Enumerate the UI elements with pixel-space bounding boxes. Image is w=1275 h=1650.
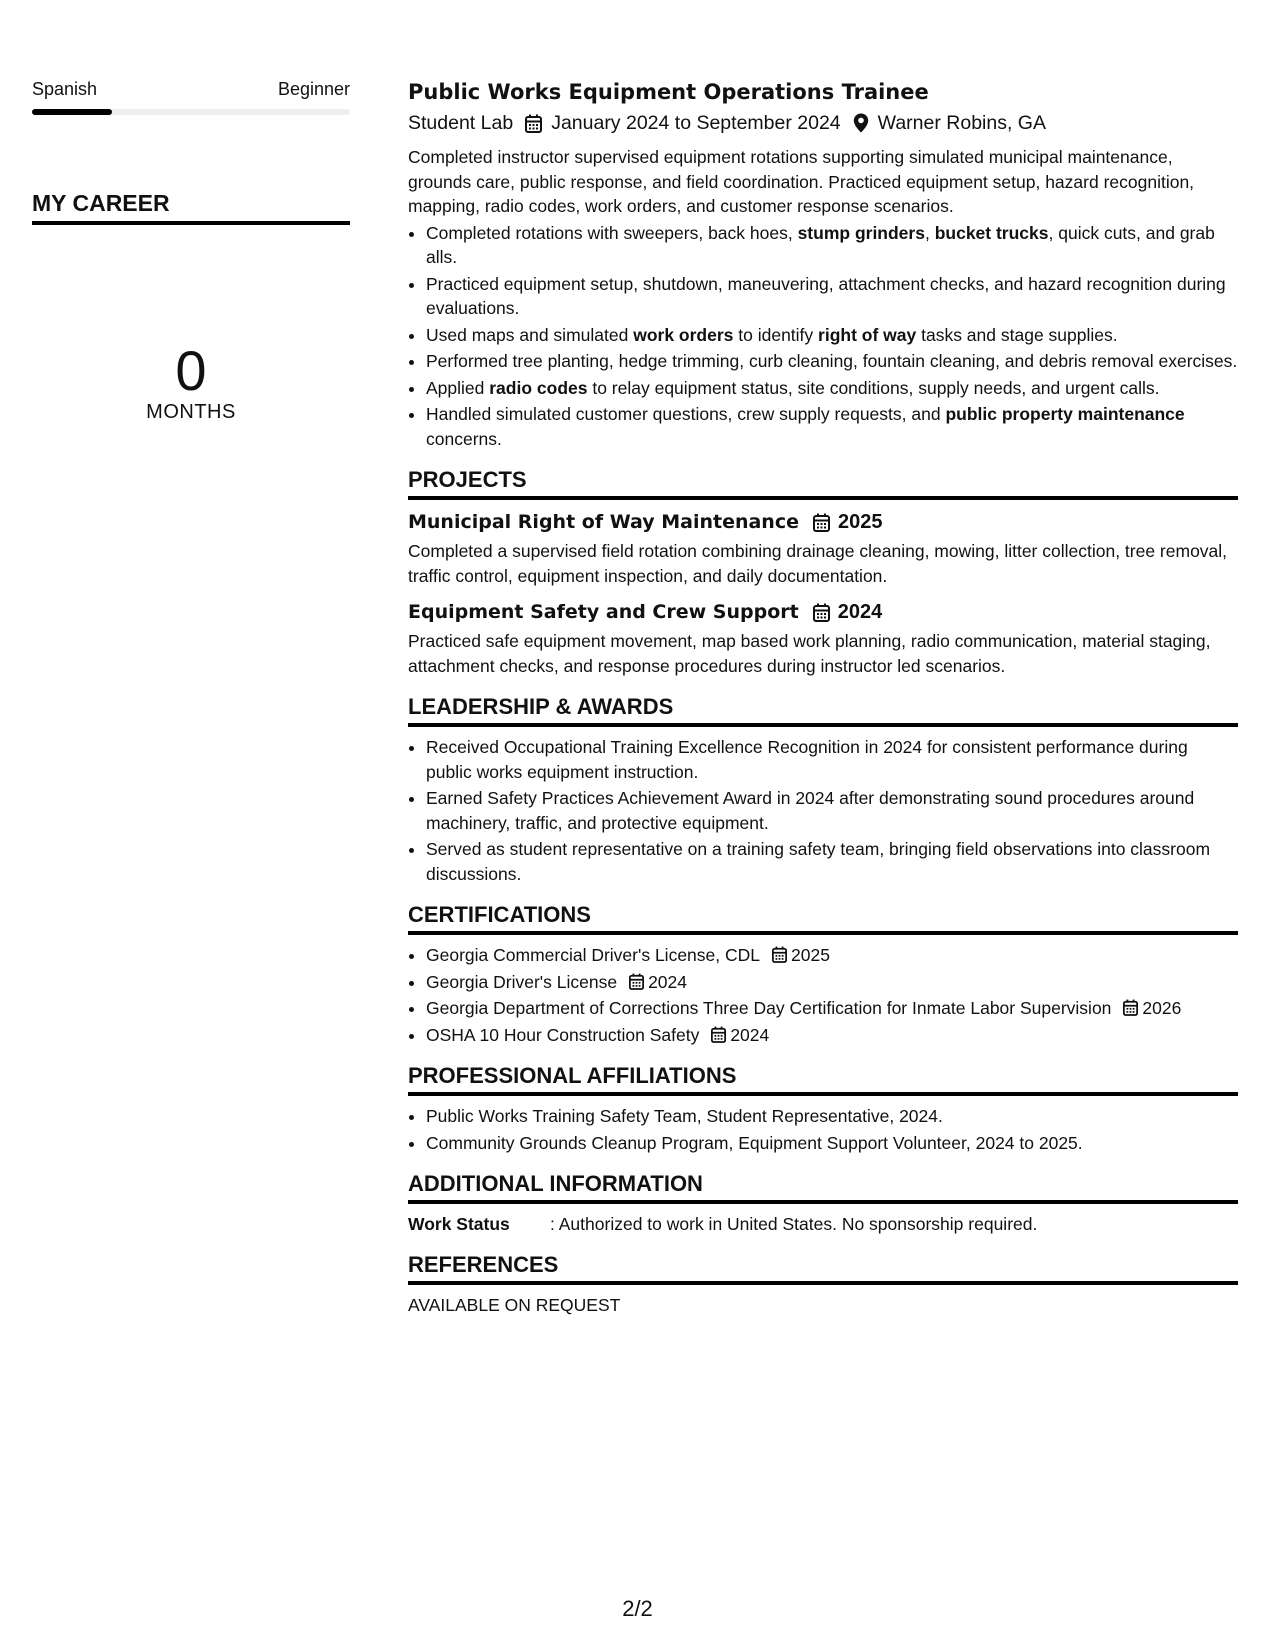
calendar-icon xyxy=(525,114,542,133)
language-name: Spanish xyxy=(32,79,98,99)
calendar-icon xyxy=(711,1026,726,1043)
certification-name: Georgia Commercial Driver's License, CDL xyxy=(426,945,760,965)
calendar-icon xyxy=(629,973,644,990)
certifications-list xyxy=(408,943,1238,1047)
experience-entry xyxy=(408,78,1238,451)
project-item xyxy=(408,508,1238,588)
project-year: 2024 xyxy=(837,601,883,623)
list-item xyxy=(426,970,1238,995)
left-column xyxy=(32,78,350,424)
right-column xyxy=(408,78,1238,1316)
calendar-icon xyxy=(1123,999,1138,1016)
career-months-value: 0 xyxy=(175,339,207,402)
work-status-row xyxy=(408,1212,1238,1236)
list-item: • Used maps and simulated work orders to identify right of way tasks and stage supplies. xyxy=(426,323,1238,348)
list-item: • Served as student representative on a training safety team, bringing field observations into classroom discussions. xyxy=(426,837,1238,886)
list-item: • Earned Safety Practices Achievement Award in 2024 after demonstrating sound procedures around machinery, traffic, and protective equipment. xyxy=(426,786,1238,835)
page-number: 2/2 xyxy=(622,1596,653,1621)
list-item: • Performed tree planting, hedge trimming, curb cleaning, fountain cleaning, and debris removal exercises. xyxy=(426,349,1238,374)
career-months-unit: MONTHS xyxy=(146,401,236,423)
work-status-label: Work Status xyxy=(408,1214,510,1234)
certification-name: Georgia Driver's License xyxy=(426,971,618,992)
job-title: Public Works Equipment Operations Trainee xyxy=(408,80,929,104)
list-item: • Received Occupational Training Excellence Recognition in 2024 for consistent performance during public works equipment instruction. xyxy=(426,735,1238,784)
certification-year: 2025 xyxy=(791,945,830,965)
certification-year: 2024 xyxy=(648,971,687,992)
company-name: Student Lab xyxy=(408,112,514,134)
job-location: Warner Robins, GA xyxy=(877,112,1046,134)
references-text: AVAILABLE ON REQUEST xyxy=(408,1295,621,1315)
calendar-icon xyxy=(813,513,830,532)
certification-year: 2024 xyxy=(730,1024,770,1045)
references-heading: REFERENCES xyxy=(408,1252,1238,1285)
list-item xyxy=(426,1023,1238,1048)
calendar-icon xyxy=(772,946,787,963)
list-item: • Completed rotations with sweepers, back hoes, stump grinders, bucket trucks, quick cuts, and grab alls. xyxy=(426,221,1238,270)
certification-year: 2026 xyxy=(1142,998,1182,1018)
awards-heading: LEADERSHIP & AWARDS xyxy=(408,694,1238,727)
map-pin-icon xyxy=(853,113,869,133)
project-item xyxy=(408,598,1238,678)
language-level: Beginner xyxy=(277,79,350,99)
job-dates: January 2024 to September 2024 xyxy=(551,112,841,134)
job-meta xyxy=(408,108,1238,138)
project-title: Municipal Right of Way Maintenance xyxy=(408,511,799,533)
list-item: • Public Works Training Safety Team, Student Representative, 2024. xyxy=(426,1104,1238,1129)
list-item xyxy=(426,996,1238,1021)
calendar-icon xyxy=(813,603,830,622)
awards-list xyxy=(408,735,1238,886)
language-proficiency-bar xyxy=(32,109,350,115)
certification-name: Georgia Department of Corrections Three Day Certification for Inmate Labor Supervision xyxy=(426,998,1112,1018)
projects-heading: PROJECTS xyxy=(408,467,1238,500)
project-description: Practiced safe equipment movement, map based work planning, radio communication, material staging, attachment checks, and response procedures during instructor led scenarios. xyxy=(408,631,1211,676)
affiliations-heading: PROFESSIONAL AFFILIATIONS xyxy=(408,1063,1238,1096)
list-item: • Community Grounds Cleanup Program, Equipment Support Volunteer, 2024 to 2025. xyxy=(426,1131,1238,1156)
project-year: 2025 xyxy=(837,511,883,533)
project-description: Completed a supervised field rotation combining drainage cleaning, mowing, litter collection, tree removal, traffic control, equipment inspection, and daily documentation. xyxy=(408,541,1228,586)
certification-name: OSHA 10 Hour Construction Safety xyxy=(426,1024,700,1045)
list-item: • Handled simulated customer questions, crew supply requests, and public property maintenance concerns. xyxy=(426,402,1238,451)
list-item: • Practiced equipment setup, shutdown, maneuvering, attachment checks, and hazard recognition during evaluations. xyxy=(426,272,1238,321)
language-row xyxy=(32,78,350,100)
project-title: Equipment Safety and Crew Support xyxy=(408,601,799,623)
job-bullets xyxy=(408,221,1238,452)
career-heading: MY CAREER xyxy=(32,189,350,225)
work-status-value: : Authorized to work in United States. No sponsorship required. xyxy=(550,1214,1038,1234)
list-item xyxy=(426,943,1238,968)
additional-info-heading: ADDITIONAL INFORMATION xyxy=(408,1171,1238,1204)
job-summary: Completed instructor supervised equipment rotations supporting simulated municipal maintenance, grounds care, public response, and field coordination. Practiced equipment setup, hazard recognition, mapping, radio codes, work orders, and customer response scenarios. xyxy=(408,147,1195,216)
language-proficiency-fill xyxy=(32,109,112,115)
certifications-heading: CERTIFICATIONS xyxy=(408,902,1238,935)
list-item: • Applied radio codes to relay equipment status, site conditions, supply needs, and urgent calls. xyxy=(426,376,1238,401)
affiliations-list xyxy=(408,1104,1238,1155)
